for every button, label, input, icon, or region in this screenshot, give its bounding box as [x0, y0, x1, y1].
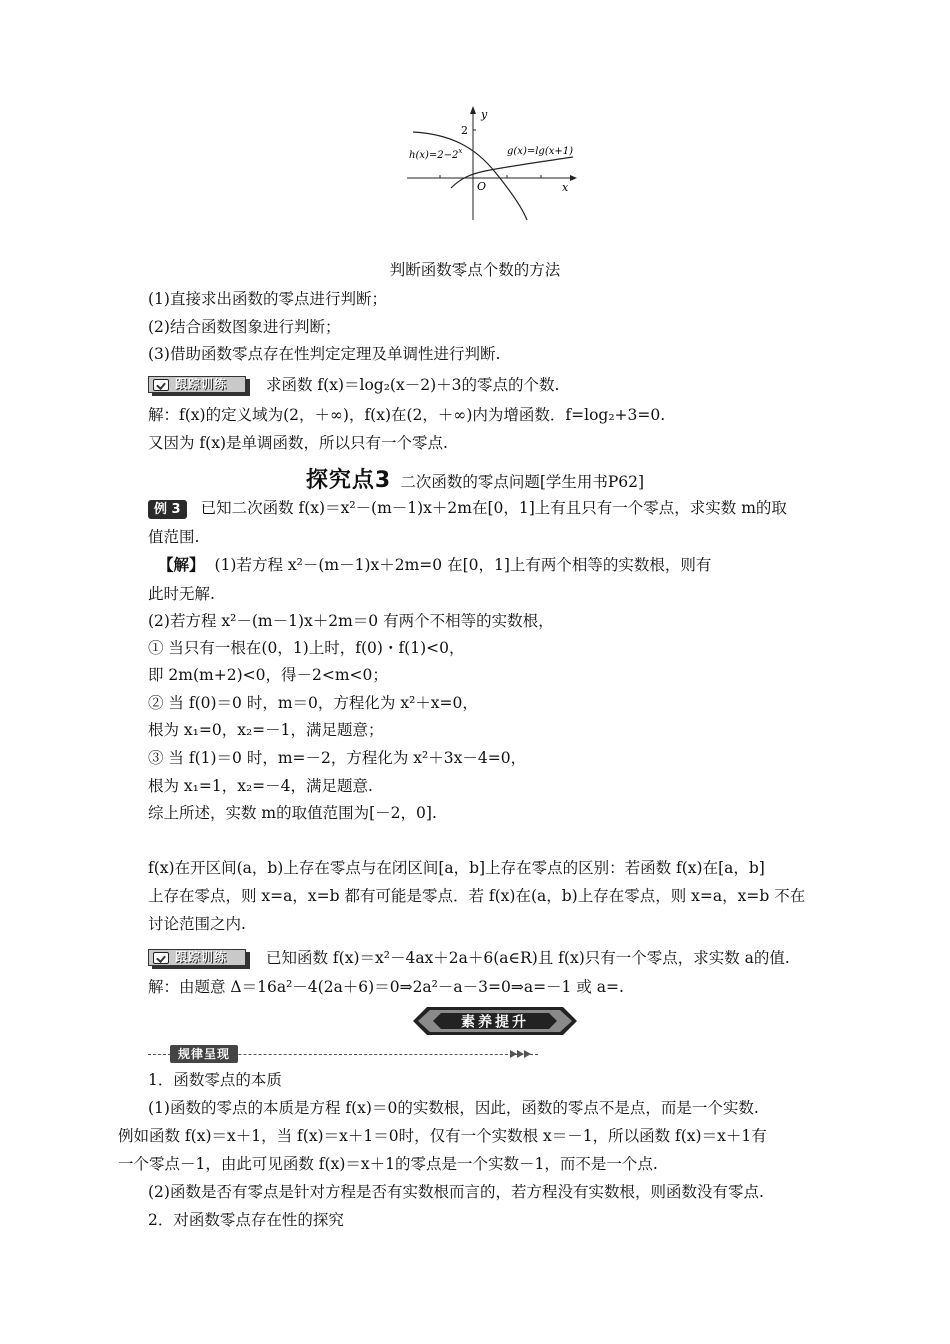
- y-axis-label: y: [481, 108, 488, 121]
- exercise-2-solution: 解：由题意 Δ＝16a²－4(2a＋6)＝0⇒2a²－a－3=0⇒a=－1 或 a=.: [148, 978, 624, 996]
- solution-line-9: 根为 x₁=1，x₂=－4，满足题意.: [148, 777, 373, 795]
- check-icon: [153, 379, 169, 391]
- summary-p1-line-2: 例如函数 f(x)＝x＋1，当 f(x)＝x＋1＝0时，仅有一个实数根 x＝－1，所以函数 f(x)＝x＋1有: [118, 1127, 767, 1145]
- note-line-2: 上存在零点，则 x=a，x=b 都有可能是零点．若 f(x)在(a，b)上存在零点，则 x=a，x=b 不在: [148, 887, 806, 905]
- x-axis-label: x: [562, 181, 569, 194]
- solution-line-4: ① 当只有一根在(0，1)上时，f(0)・f(1)<0，: [148, 639, 465, 657]
- solution-line-6: ② 当 f(0)＝0 时，m＝0，方程化为 x²＋x=0，: [148, 694, 478, 712]
- example-text-2: 值范围.: [148, 528, 200, 546]
- summary-p1-line-1: (1)函数的零点的本质是方程 f(x)＝0的实数根，因此，函数的零点不是点，而是一个实数.: [148, 1099, 759, 1117]
- g-curve: [451, 157, 573, 188]
- rule-heading-row: [148, 1045, 538, 1063]
- tracking-practice-label: 跟踪训练: [175, 377, 228, 391]
- exercise-1-question: 求函数 f(x)＝log₂(x－2)＋3的零点的个数.: [266, 376, 560, 394]
- method-item-1: (1)直接求出函数的零点进行判断；: [148, 290, 387, 308]
- method-title: 判断函数零点个数的方法: [389, 261, 561, 279]
- section-subtitle: 二次函数的零点问题[学生用书P62]: [400, 473, 645, 491]
- solution-line-7: 根为 x₁=0，x₂=－1，满足题意；: [148, 721, 384, 739]
- exercise-2-question: 已知函数 f(x)＝x²－4ax＋2a＋6(a∈R)且 f(x)只有一个零点，求实数 a的值.: [266, 949, 790, 967]
- tracking-practice-label-2: 跟踪训练: [175, 950, 228, 964]
- summary-p2: (2)函数是否有零点是针对方程是否有实数根而言的，若方程没有实数根，则函数没有零点.: [148, 1183, 764, 1201]
- solution-label: 【解】: [158, 555, 205, 574]
- section-heading: [0, 463, 950, 494]
- summary-p1-line-3: 一个零点－1，由此可见函数 f(x)＝x＋1的零点是一个实数－1，而不是一个点.: [118, 1155, 658, 1173]
- exercise-1-question-row: [148, 374, 559, 396]
- method-item-2: (2)结合函数图象进行判断；: [148, 318, 341, 336]
- solution-line-8: ③ 当 f(1)＝0 时，m=－2，方程化为 x²＋3x－4=0，: [148, 749, 527, 767]
- x-axis-arrow: [570, 175, 577, 181]
- example-question-row: [148, 497, 787, 519]
- rule-label: 规律呈现: [170, 1045, 238, 1063]
- solution-line-5: 即 2m(m+2)<0，得－2<m<0；: [148, 666, 388, 684]
- check-icon: [153, 952, 169, 964]
- section-number: 探究点3: [305, 468, 392, 493]
- tick-2-label: 2: [461, 124, 468, 137]
- exercise-2-question-row: [148, 947, 790, 969]
- example-text-1: 已知二次函数 f(x)＝x²－(m－1)x＋2m在[0，1]上有且只有一个零点，求实数 m的取: [200, 499, 787, 517]
- banner-label: 素养提升: [461, 1014, 529, 1031]
- example-badge: 例 3: [148, 500, 187, 519]
- function-graph-figure: [395, 102, 585, 222]
- note-line-1: f(x)在开区间(a，b)上存在零点与在闭区间[a，b]上存在零点的区别：若函数 f(x)在[a，b]: [148, 859, 765, 877]
- solution-line-2: 此时无解.: [148, 585, 215, 603]
- solution-line-1: 【解】 (1)若方程 x²－(m－1)x＋2m=0 在[0，1]上有两个相等的实数根，则有: [158, 555, 712, 574]
- summary-heading-1: 1．函数零点的本质: [148, 1071, 282, 1089]
- tracking-practice-tag: [148, 376, 252, 396]
- literacy-banner: [413, 1007, 577, 1035]
- solution-line-10: 综上所述，实数 m的取值范围为[－2，0].: [148, 804, 437, 822]
- solution-line-3: (2)若方程 x²－(m－1)x＋2m＝0 有两个不相等的实数根，: [148, 612, 554, 630]
- note-line-3: 讨论范围之内.: [148, 915, 246, 933]
- tracking-practice-tag-2: [148, 949, 252, 969]
- method-item-3: (3)借助函数零点存在性判定定理及单调性进行判断.: [148, 345, 501, 363]
- exercise-1-solution-2: 又因为 f(x)是单调函数，所以只有一个零点.: [148, 434, 448, 452]
- exercise-1-solution-1: 解：f(x)的定义域为(2，＋∞)，f(x)在(2，＋∞)内为增函数．f=log₂+3=0.: [148, 406, 666, 424]
- y-axis-arrow: [470, 106, 476, 114]
- g-function-label: g(x)=lg(x+1): [507, 146, 574, 157]
- summary-heading-2: 2．对函数零点存在性的探究: [148, 1211, 344, 1229]
- h-function-label: $h(x)=2-2^x$: [409, 147, 463, 161]
- arrow-dots-icon: [510, 1049, 532, 1059]
- origin-label: O: [477, 180, 487, 193]
